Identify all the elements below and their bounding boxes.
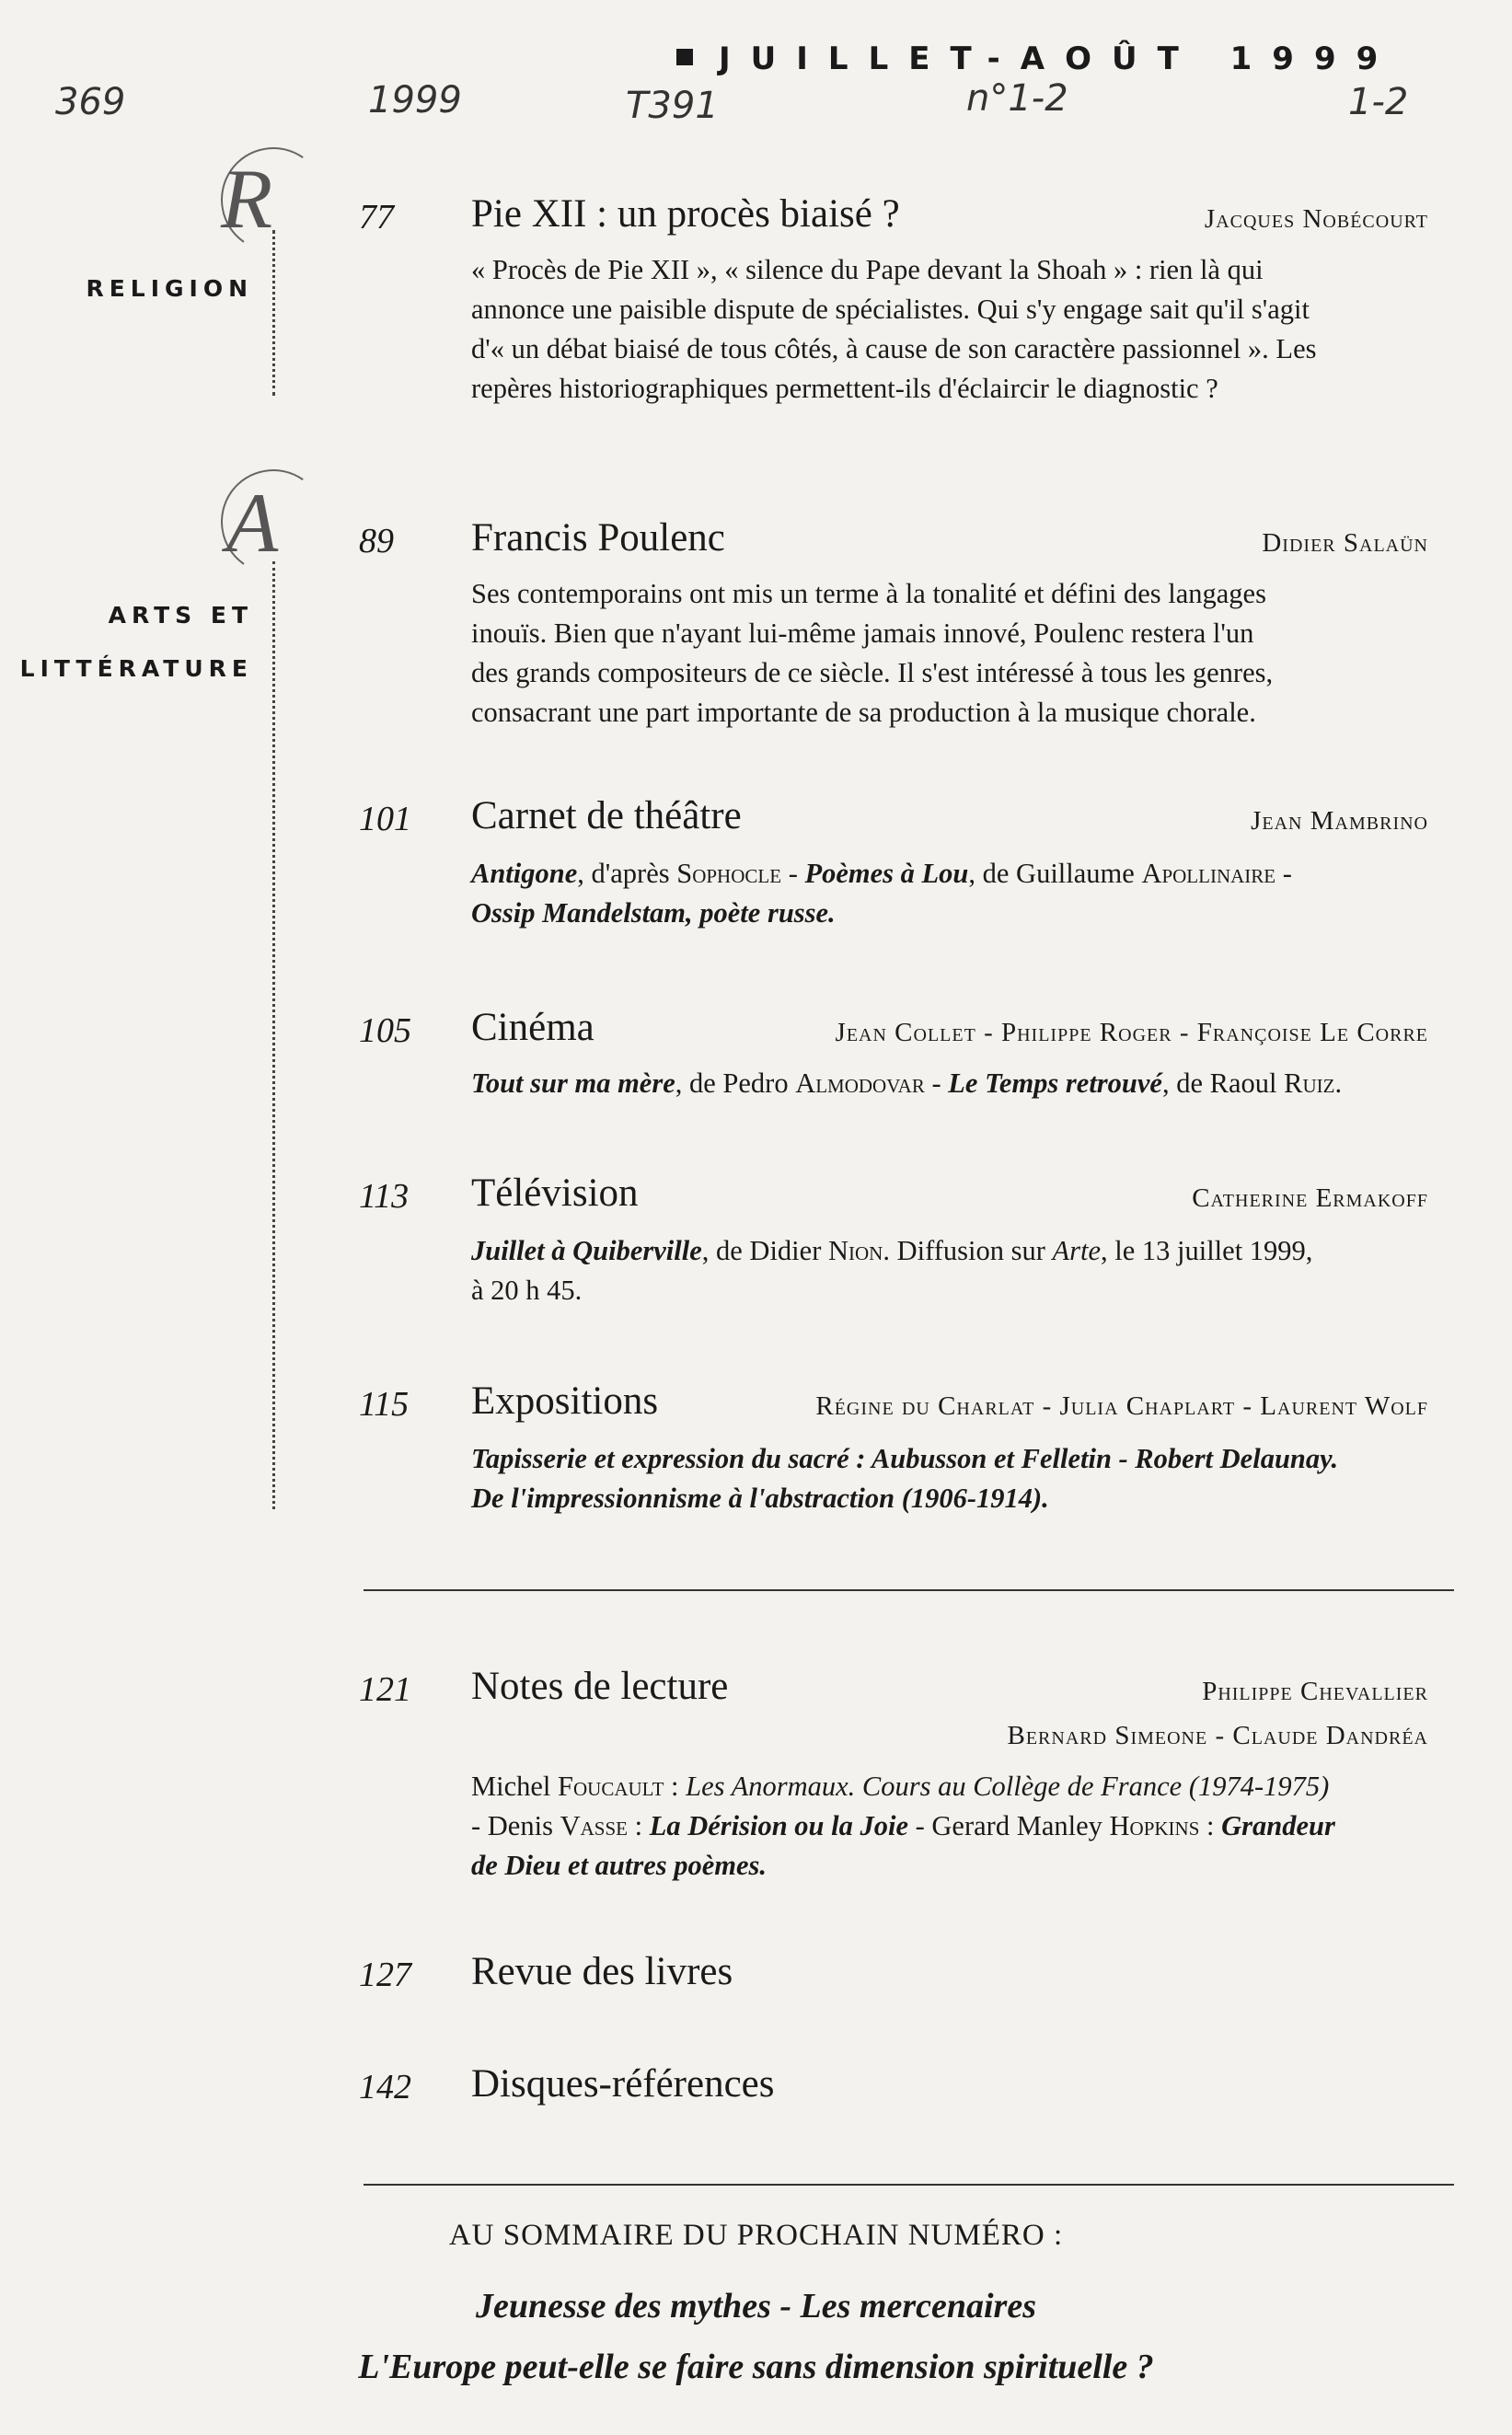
entry-title: Télévision: [471, 1171, 639, 1215]
next-issue-line: Jeunesse des mythes - Les mercenaires: [476, 2287, 1036, 2325]
page-number: 115: [359, 1385, 410, 1424]
page-number: 101: [359, 800, 411, 838]
entry-description: Ses contemporains ont mis un terme à la tonalité et défini des langages inouïs. Bien que n'ayant lui-même jamais innové, Poulenc restera l'un des grands compositeurs de ce siècle. Il s'est intéressé à tous les genres, consacrant une part importante de sa production à la musique chorale.: [471, 578, 1274, 728]
dotted-divider: [272, 230, 275, 396]
section-label-arts: ARTS ET LITTÉRATURE: [19, 602, 253, 682]
handwritten-note: T391: [626, 85, 719, 127]
entry-author: Jean Collet - Philippe Roger - Françoise Le Corre: [835, 1018, 1428, 1047]
entry-title: Revue des livres: [471, 1950, 733, 1993]
entry-description: Antigone, d'après Sophocle - Poèmes à Lou, de Guillaume Apollinaire - Ossip Mandelstam, poète russe.: [471, 858, 1292, 929]
square-bullet-icon: [676, 49, 693, 65]
section-letter-arts: A: [226, 476, 279, 570]
entry-author: Jacques Nobécourt: [1204, 204, 1428, 234]
entry-author: Bernard Simeone - Claude Dandréa: [1007, 1721, 1428, 1750]
entry-author: Catherine Ermakoff: [1192, 1183, 1428, 1213]
entry-description: Tout sur ma mère, de Pedro Almodovar - Le Temps retrouvé, de Raoul Ruiz.: [471, 1067, 1343, 1099]
entry-title: Pie XII : un procès biaisé ?: [471, 192, 900, 236]
entry-title: Disques-références: [471, 2062, 775, 2106]
entry-description: Tapisserie et expression du sacré : Aubusson et Felletin - Robert Delaunay. De l'impressionnisme à l'abstraction (1906-1914).: [471, 1443, 1339, 1514]
page-number: 142: [359, 2068, 411, 2106]
entry-author: Philippe Chevallier: [1202, 1677, 1428, 1706]
entry-author: Régine du Charlat - Julia Chaplart - Laurent Wolf: [815, 1391, 1428, 1421]
page-number: 113: [359, 1177, 410, 1216]
entry-title: Cinéma: [471, 1006, 594, 1049]
section-label-religion: RELIGION: [86, 275, 253, 302]
page-number: 121: [359, 1670, 411, 1709]
section-letter-religion: R: [221, 152, 273, 246]
entry-author: Didier Salaün: [1262, 528, 1428, 558]
page-number: 127: [359, 1956, 411, 1994]
section-divider: [364, 2184, 1454, 2186]
handwritten-note: 1-2: [1348, 81, 1409, 123]
entry-title: Expositions: [471, 1379, 659, 1423]
entry-title: Notes de lecture: [471, 1665, 729, 1708]
dotted-divider: [272, 561, 275, 1509]
next-issue-line: L'Europe peut-elle se faire sans dimension spirituelle ?: [358, 2348, 1154, 2386]
entry-title: Francis Poulenc: [471, 516, 725, 560]
section-divider: [364, 1589, 1454, 1591]
entry-description: « Procès de Pie XII », « silence du Pape devant la Shoah » : rien là qui annonce une paisible dispute de spécialistes. Qui s'y engage sait qu'il s'agit d'« un débat biaisé de tous côtés, à cause de son caractère passionnel ». Les repères historiographiques permettent-ils d'éclaircir le diagnostic ?: [471, 254, 1317, 404]
issue-date: JUILLET-AOÛT 1999: [676, 40, 1440, 77]
handwritten-note: 369: [55, 81, 126, 123]
next-issue-heading: AU SOMMAIRE DU PROCHAIN NUMÉRO :: [448, 2219, 1064, 2252]
entry-author: Jean Mambrino: [1251, 806, 1428, 836]
entry-description: Michel Foucault : Les Anormaux. Cours au Collège de France (1974-1975) - Denis Vasse : La Dérision ou la Joie - Gerard Manley Hopkins : Grandeur de Dieu et autres poèmes.: [471, 1771, 1335, 1881]
handwritten-note: 1999: [368, 79, 462, 121]
entry-title: Carnet de théâtre: [471, 794, 742, 837]
handwritten-note: n°1-2: [966, 77, 1068, 120]
entry-description: Juillet à Quiberville, de Didier Nion. Diffusion sur Arte, le 13 juillet 1999, à 20 h 45.: [471, 1235, 1313, 1306]
page-number: 105: [359, 1011, 411, 1050]
page-number: 89: [359, 522, 394, 560]
page-number: 77: [359, 198, 394, 237]
